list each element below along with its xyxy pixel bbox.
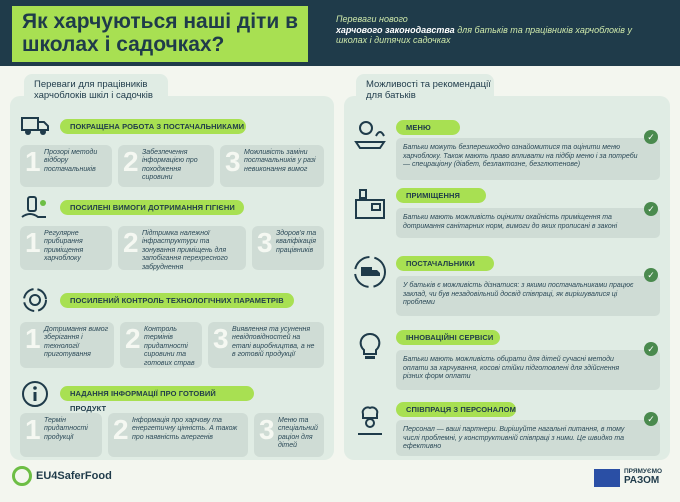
section-title-product-info: НАДАННЯ ІНФОРМАЦІЇ ПРО ГОТОВИЙ ПРОДУКТ [60,386,254,401]
right-card-text: У батьків є можливість дізнатися: з якими постачальниками працює заклад, чи був незадовільний досвід співпраці, як вирішувалися ці проблеми [403,282,634,307]
brand-bottom: РАЗОМ [624,475,660,486]
card-text: Забезпечення інформацією про походження сировини [142,149,198,182]
chef-icon [352,402,388,438]
check-icon: ✓ [644,202,658,216]
right-title-cooperation: СПІВПРАЦЯ З ПЕРСОНАЛОМ [396,402,516,417]
card-number: 3 [259,414,275,445]
card-number: 1 [25,146,41,177]
card-text: Можливість заміни постачальників у разі невиконання вимог [244,149,316,173]
section-title-suppliers: ПОКРАЩЕНА РОБОТА З ПОСТАЧАЛЬНИКАМИ [60,119,246,134]
card-number: 3 [225,146,241,177]
page-subtitle [336,14,636,46]
card-number: 3 [213,323,229,354]
check-icon: ✓ [644,268,658,282]
eu-flag-icon [594,469,620,487]
card-suppliers-2 [118,145,214,187]
right-panel-title: Можливості та рекомендації для батьків [366,79,491,101]
hand-wash-icon [20,193,50,223]
card-number: 2 [125,323,141,354]
subtitle-line-2: харчового законодавства [336,24,455,35]
right-panel-tab [356,74,494,104]
food-icon [352,118,388,154]
card-control-3 [208,322,324,368]
subtitle-line-1: Переваги нового [336,14,408,24]
card-text: Здоров'я та кваліфікація працівників [276,230,317,254]
card-number: 3 [257,227,273,258]
right-card-cooperation [396,420,660,456]
card-control-1 [20,322,114,368]
right-card-premises [396,208,660,238]
left-panel-title: Переваги для працівників харчоблоків шкіл і садочків [34,79,153,101]
card-text: Дотримання вимог зберігання і технології приготування [44,326,109,359]
card-text: Термін придатності продукції [44,417,88,441]
logo-ring-icon [12,466,32,486]
right-title-suppliers: ПОСТАЧАЛЬНИКИ [396,256,494,271]
brand-top: ПРЯМУЄМО [624,468,663,475]
right-card-text: Батьки можуть безперешкодно ознайомитися та оцінити меню харчоблоку. Також мають право впливати на підбір меню і за потреби — спецраціону (діабет, безлактозне, безглютенове) [403,144,638,169]
card-number: 2 [123,227,139,258]
card-number: 2 [123,146,139,177]
check-icon: ✓ [644,342,658,356]
check-icon: ✓ [644,130,658,144]
card-hygiene-2 [118,226,246,270]
right-title-premises: ПРИМІЩЕННЯ [396,188,486,203]
card-info-1 [20,413,102,457]
supply-truck-icon [352,254,388,290]
page-title: Як харчуються наші діти в школах і садочках? [22,10,298,56]
card-text: Меню та спеціальний раціон для дітей [278,417,318,450]
eu4saferfood-logo: EU4SaferFood [36,470,112,482]
card-number: 1 [25,414,41,445]
subtitle-line-3: для батьків та працівників харчоблоків у школах і дитячих садочках [336,24,632,45]
card-text: Регулярне прибирання приміщення харчоблоку [44,230,84,263]
card-text: Інформація про харчову та енергетичну цінність. А також про наявність алергенів [132,417,238,441]
right-title-innovations: ІННОВАЦІЙНІ СЕРВІСИ [396,330,500,345]
section-title-hygiene: ПОСИЛЕНІ ВИМОГИ ДОТРИМАННЯ ГІГІЄНИ [60,200,244,215]
card-number: 1 [25,323,41,354]
info-icon [20,379,50,409]
card-hygiene-3 [252,226,324,270]
card-hygiene-1 [20,226,112,270]
left-panel-tab [24,74,168,104]
kitchen-icon [352,186,388,222]
lightbulb-icon [352,328,388,364]
card-info-3 [254,413,324,457]
section-title-control: ПОСИЛЕНИЙ КОНТРОЛЬ ТЕХНОЛОГІЧНИХ ПАРАМЕТРІВ [60,293,294,308]
right-card-text: Батьки мають можливість оцінити охайність приміщення та дотримання санітарних норм, вимоги до яких прописані в законі [403,214,618,230]
right-card-menu [396,138,660,180]
card-text: Виявлення та усунення невідповідностей на етапі виробництва, а не в готовій продукції [232,326,315,359]
right-title-menu: МЕНЮ [396,120,460,135]
card-text: Прозорі методи відбору постачальників [44,149,98,173]
check-icon: ✓ [644,412,658,426]
right-card-text: Персонал — ваші партнери. Вирішуйте нагальні питання, в тому числі проблемні, у конструктивній співпраці з ними. Це швидко та ефективно [403,426,625,451]
right-card-suppliers [396,276,660,316]
card-number: 1 [25,227,41,258]
card-text: Підтримка належної інфраструктури та зонування приміщень для запобігання перехресного забруднення [142,230,228,271]
truck-icon [20,110,50,140]
right-card-innovations [396,350,660,390]
right-card-text: Батьки мають можливість обирати для дітей сучасні методи оплати за харчування, косові стійки підготовлені для здійснення різних форм оплати [403,356,620,381]
card-suppliers-1 [20,145,112,187]
card-suppliers-3 [220,145,324,187]
gear-cycle-icon [20,285,50,315]
card-text: Контроль термінів придатності сировини та готових страв [144,326,195,367]
card-number: 2 [113,414,129,445]
card-control-2 [120,322,202,368]
card-info-2 [108,413,248,457]
